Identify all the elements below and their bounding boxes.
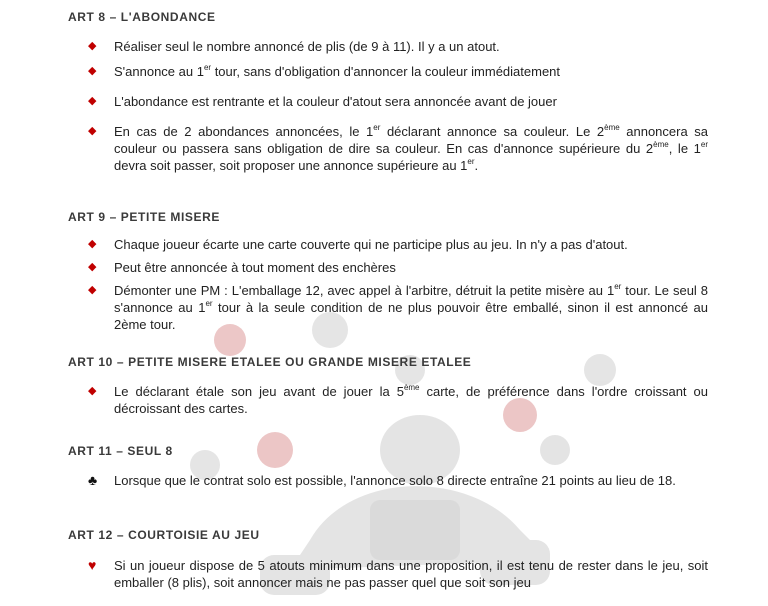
list-item: ◆ Le déclarant étale son jeu avant de jouer la 5ème carte, de préférence dans l'ordre croissant ou décroissant des cartes. xyxy=(88,383,708,416)
section-heading-art10: ART 10 – PETITE MISERE ETALEE OU GRANDE MISERE ETALEE xyxy=(68,355,472,369)
diamond-bullet-icon: ◆ xyxy=(88,238,97,250)
section-heading-art9: ART 9 – PETITE MISERE xyxy=(68,210,220,224)
section-heading-art12: ART 12 – COURTOISIE AU JEU xyxy=(68,528,260,542)
list-item: ◆ Réaliser seul le nombre annoncé de plis (de 9 à 11). Il y a un atout. xyxy=(88,39,500,54)
list-item: ♥ Si un joueur dispose de 5 atouts minimum dans une proposition, il est tenu de rester dans le jeu, soit emballer (8 plis), soit annoncer mais ne pas passer quel que soit son jeu xyxy=(88,557,708,590)
list-item: ◆ Peut être annoncée à tout moment des enchères xyxy=(88,260,396,275)
diamond-bullet-icon: ◆ xyxy=(88,284,97,296)
list-item: ◆ En cas de 2 abondances annoncées, le 1er déclarant annonce sa couleur. Le 2ème annoncera sa couleur ou passera sans obligation de dire sa couleur. En cas d'annonce supérieure du 2ème, le 1er devra soit passer, soit proposer une annonce supérieure au 1er. xyxy=(88,123,709,173)
list-item: ◆ Démonter une PM : L'emballage 12, avec appel à l'arbitre, détruit la petite misère au 1er tour. Le seul 8 s'annonce au 1er tour à la seule condition de ne plus pouvoir être emballé, sinon il est annoncé au 2ème tour. xyxy=(88,282,709,332)
list-item: ♣ Lorsque que le contrat solo est possible, l'annonce solo 8 directe entraîne 21 points au lieu de 18. xyxy=(88,472,676,488)
diamond-bullet-icon: ◆ xyxy=(88,95,97,107)
section-heading-art8: ART 8 – L'ABONDANCE xyxy=(68,10,216,24)
diamond-bullet-icon: ◆ xyxy=(88,261,97,273)
list-item: ◆ L'abondance est rentrante et la couleur d'atout sera annoncée avant de jouer xyxy=(88,94,557,109)
diamond-bullet-icon: ◆ xyxy=(88,125,97,137)
diamond-bullet-icon: ◆ xyxy=(88,40,97,52)
diamond-bullet-icon: ◆ xyxy=(88,65,97,77)
section-heading-art11: ART 11 – SEUL 8 xyxy=(68,444,173,458)
list-item: ◆ Chaque joueur écarte une carte couverte qui ne participe plus au jeu. In n'y a pas d'atout. xyxy=(88,237,628,252)
club-bullet-icon: ♣ xyxy=(88,472,98,488)
diamond-bullet-icon: ◆ xyxy=(88,385,97,397)
heart-bullet-icon: ♥ xyxy=(88,557,97,573)
list-item: ◆ S'annonce au 1er tour, sans d'obligation d'annoncer la couleur immédiatement xyxy=(88,63,561,79)
